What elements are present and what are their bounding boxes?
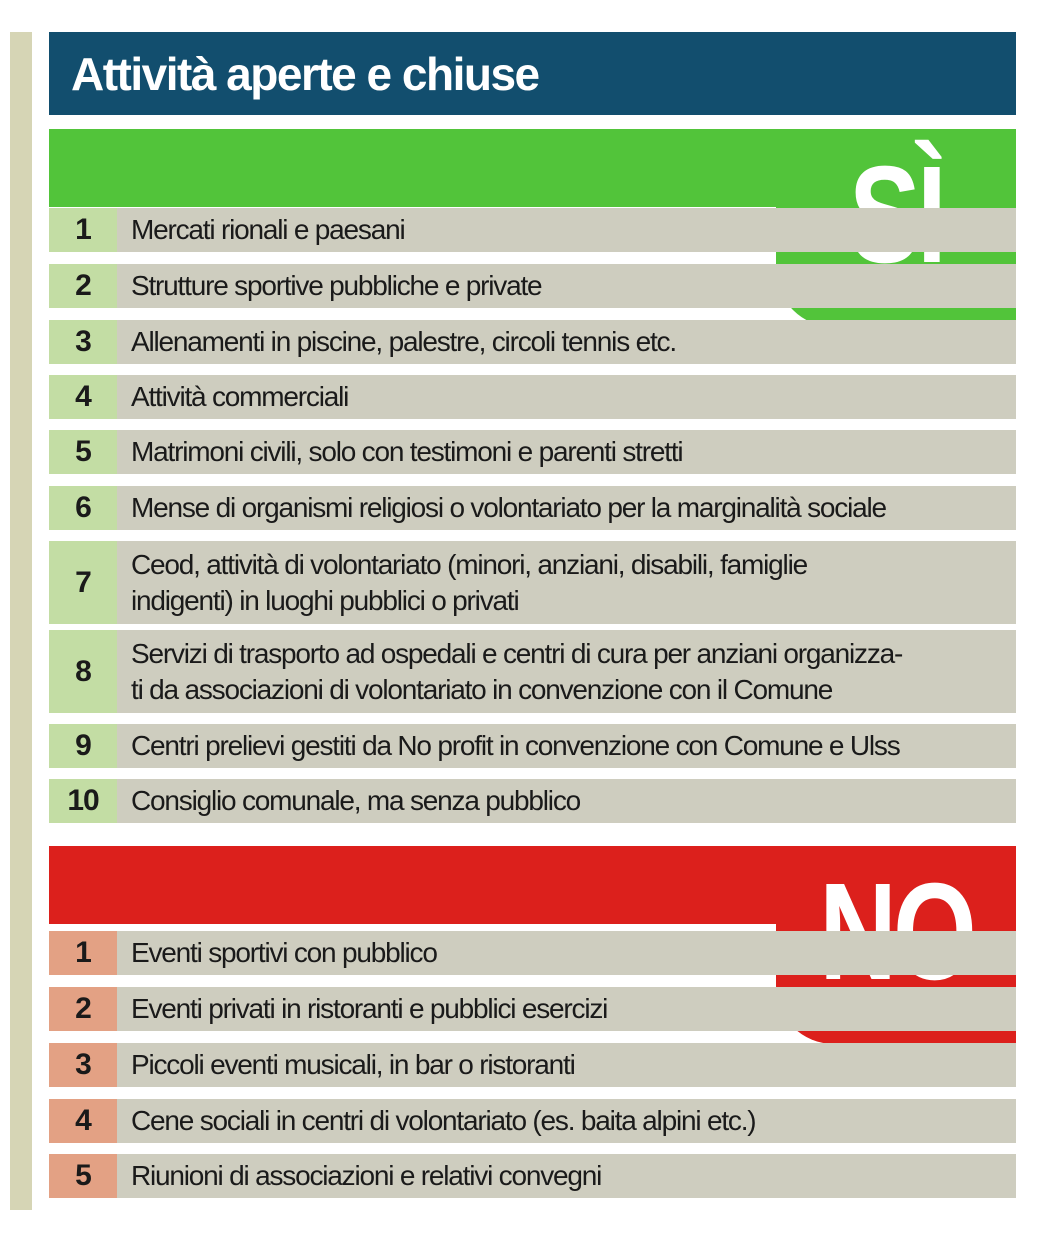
yes-row-label-line: indigenti) in luoghi pubblici o privati (131, 584, 519, 616)
no-row-1 (49, 931, 1016, 975)
yes-row-label-line: Ceod, attività di volontariato (minori, anziani, disabili, famiglie (131, 548, 807, 580)
yes-row-label: Attività commerciali (117, 375, 1016, 419)
yes-row-8 (49, 630, 1016, 713)
yes-row-label: Allenamenti in piscine, palestre, circoli tennis etc. (117, 320, 1016, 364)
side-accent-bar (10, 32, 32, 1210)
yes-row-3 (49, 320, 1016, 364)
no-row-5 (49, 1154, 1016, 1198)
no-row-4 (49, 1099, 1016, 1143)
page-title: Attività aperte e chiuse (71, 48, 539, 100)
yes-row-number: 2 (49, 264, 117, 308)
yes-row-label-line: ti da associazioni di volontariato in convenzione con il Comune (131, 673, 833, 705)
yes-row-number: 1 (49, 208, 117, 252)
no-row-label: Eventi sportivi con pubblico (117, 931, 1016, 975)
yes-row-number: 5 (49, 430, 117, 474)
yes-row-label: Centri prelievi gestiti da No profit in convenzione con Comune e Ulss (117, 724, 1016, 768)
yes-row-label: Consiglio comunale, ma senza pubblico (117, 779, 1016, 823)
yes-row-label: Mense di organismi religiosi o volontariato per la marginalità sociale (117, 486, 1016, 530)
yes-row-4 (49, 375, 1016, 419)
yes-row-number: 3 (49, 320, 117, 364)
yes-row-label (117, 630, 1016, 713)
yes-row-number: 6 (49, 486, 117, 530)
yes-row-number: 9 (49, 724, 117, 768)
yes-row-label: Strutture sportive pubbliche e private (117, 264, 1016, 308)
yes-row-6 (49, 486, 1016, 530)
no-row-number: 4 (49, 1099, 117, 1143)
no-row-label: Cene sociali in centri di volontariato (es. baita alpini etc.) (117, 1099, 1016, 1143)
yes-row-1 (49, 208, 1016, 252)
yes-row-label-line: Servizi di trasporto ad ospedali e centri di cura per anziani organizza- (131, 637, 903, 669)
yes-row-number: 4 (49, 375, 117, 419)
yes-row-10 (49, 779, 1016, 823)
yes-row-label: Mercati rionali e paesani (117, 208, 1016, 252)
no-row-2 (49, 987, 1016, 1031)
no-row-number: 1 (49, 931, 117, 975)
yes-row-number: 7 (49, 541, 117, 624)
yes-row-7 (49, 541, 1016, 624)
no-row-label: Riunioni di associazioni e relativi convegni (117, 1154, 1016, 1198)
yes-row-2 (49, 264, 1016, 308)
no-row-number: 3 (49, 1043, 117, 1087)
yes-row-number: 10 (49, 779, 117, 823)
no-row-label: Eventi privati in ristoranti e pubblici esercizi (117, 987, 1016, 1031)
no-row-number: 5 (49, 1154, 117, 1198)
no-row-number: 2 (49, 987, 117, 1031)
yes-row-number: 8 (49, 630, 117, 713)
yes-row-label: Matrimoni civili, solo con testimoni e parenti stretti (117, 430, 1016, 474)
yes-row-label (117, 541, 1016, 624)
no-row-3 (49, 1043, 1016, 1087)
no-row-label: Piccoli eventi musicali, in bar o ristoranti (117, 1043, 1016, 1087)
yes-row-9 (49, 724, 1016, 768)
yes-row-5 (49, 430, 1016, 474)
title-bar (49, 32, 1016, 115)
